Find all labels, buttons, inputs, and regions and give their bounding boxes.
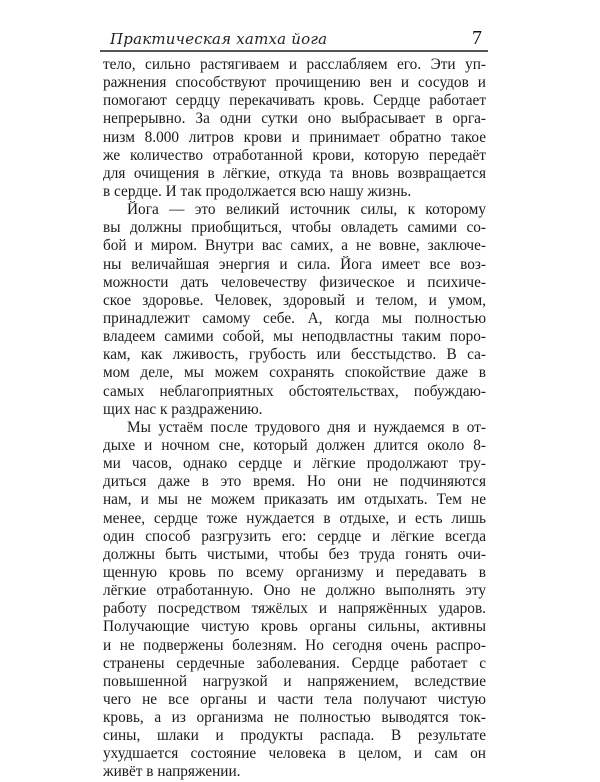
text-line: ухудшается состояние человека в целом, и сам он [103, 745, 486, 763]
text-line: и не подвержены болезням. Но сегодня очень распро- [103, 636, 486, 654]
paragraph [103, 56, 486, 201]
text-line: диться даже в это время. Но они не подчиняются [103, 473, 486, 491]
text-line: непрерывно. За одни сутки оно выбрасывает в орга- [103, 110, 486, 128]
text-line: кам, как лживость, грубость или бесстыдство. В са- [103, 346, 486, 364]
text-line: лёгкие отработанную. Оно не должно выполнять эту [103, 582, 486, 600]
text-line: низм 8.000 литров крови и принимает обратно такое [103, 128, 486, 146]
text-line: для очищения в лёгкие, откуда та вновь возвращается [103, 164, 486, 182]
text-line: нам, и мы не можем приказать им отдыхать. Тем не [103, 491, 486, 509]
text-line: ское здоровье. Человек, здоровый и телом, и умом, [103, 291, 486, 309]
text-line: дыхе и ночном сне, который должен длится около 8- [103, 436, 486, 454]
text-line: ражнения способствуют прочищению вен и сосудов и [103, 74, 486, 92]
page-number: 7 [472, 27, 482, 49]
text-line: Йога — это великий источник силы, к которому [127, 201, 486, 219]
text-line: принадлежит самому себе. А, когда мы полностью [103, 309, 486, 327]
text-line: тело, сильно растягиваем и расслабляем его. Эти уп- [103, 56, 486, 73]
text-line: ми часов, однако сердце и лёгкие продолжают тру- [103, 455, 486, 473]
text-line: помогают сердцу перекачивать кровь. Сердце работает [103, 92, 486, 110]
text-line: щих нас к раздражению. [103, 400, 263, 418]
text-line: сины, шлаки и продукты распада. В результате [103, 727, 486, 745]
text-line: Мы устаём после трудового дня и нуждаемся в от- [127, 418, 486, 436]
text-line: владеем самими собой, мы неподвластны таким поро- [103, 328, 486, 346]
text-line: менее, сердце тоже нуждается в отдыхе, и есть лишь [103, 509, 486, 527]
text-line: щенную кровь по всему организму и передавать в [103, 563, 486, 581]
text-line: вы должны приобщиться, чтобы овладеть самими со- [103, 219, 486, 237]
text-line: же количество отработанной крови, которую передаёт [103, 146, 486, 164]
text-line: живёт в напряжении. [103, 763, 241, 781]
paragraph [103, 419, 486, 782]
running-title: Практическая хатха йога [110, 30, 328, 48]
text-line: самых неблагоприятных обстоятельствах, побуждаю- [103, 382, 486, 400]
text-line: бой и миром. Внутри вас самих, а не вовне, заключе- [103, 237, 486, 255]
header-rule [100, 50, 488, 52]
text-line: странены сердечные заболевания. Сердце работает с [103, 654, 486, 672]
text-line: ны величайшая энергия и сила. Йога имеет все воз- [103, 255, 486, 273]
body-text [103, 56, 486, 782]
text-line: должны быть чистыми, чтобы без труда гонять очи- [103, 545, 486, 563]
paragraph [103, 201, 486, 419]
text-line: можности дать человечеству физическое и психиче- [103, 273, 486, 291]
text-line: повышенной нагрузкой и напряжением, вследствие [103, 672, 486, 690]
text-line: чего не все органы и части тела получают чистую [103, 690, 486, 708]
text-line: мом деле, мы можем сохранять спокойствие даже в [103, 364, 486, 382]
text-line: Получающие чистую кровь органы сильны, активны [103, 618, 486, 636]
text-line: работу посредством тяжёлых и напряжённых ударов. [103, 600, 486, 618]
text-line: один способ разгрузить его: сердце и лёгкие всегда [103, 527, 486, 545]
text-line: кровь, а из организма не полностью выводятся ток- [103, 709, 486, 727]
text-line: в сердце. И так продолжается всю нашу жизнь. [103, 182, 412, 200]
